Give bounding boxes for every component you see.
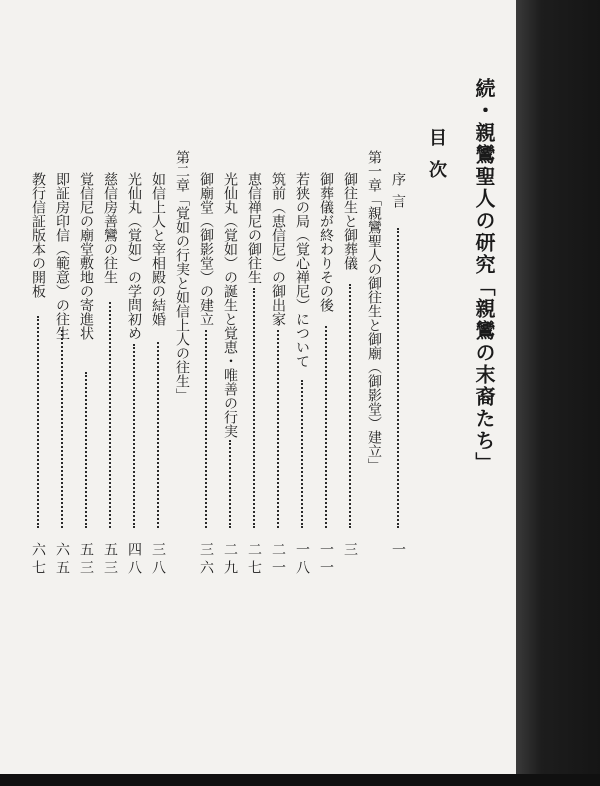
leader-dots — [133, 344, 139, 528]
toc-entry-preface: 序言 — [390, 172, 406, 216]
page-number: 五三 — [102, 542, 118, 578]
leader-dots — [61, 330, 67, 528]
leader-dots — [397, 228, 403, 528]
leader-dots — [325, 326, 331, 528]
toc-entry: 御往生と御葬儀 — [342, 172, 358, 270]
toc-heading: 目次 — [426, 128, 447, 192]
page-number: 六七 — [30, 542, 46, 578]
book-gutter-shadow — [516, 0, 600, 786]
toc-entry: 恵信禅尼の御往生 — [246, 172, 262, 284]
book-title: 続・親鸞聖人の研究「親鸞の末裔たち」 — [472, 78, 496, 474]
toc-entry: 即証房印信（範意）の往生 — [54, 172, 70, 340]
toc-entry: 慈信房善鸞の往生 — [102, 172, 118, 284]
page-number: 二九 — [222, 542, 238, 578]
leader-dots — [37, 316, 43, 528]
leader-dots — [205, 330, 211, 528]
page-number: 二七 — [246, 542, 262, 578]
toc-chapter-2: 第二章「覚如の行実と如信上人の往生」 — [174, 150, 190, 402]
page-number: 三 — [342, 542, 358, 560]
toc-entry: 覚信尼の廟堂敷地の寄進状 — [78, 172, 94, 340]
page-number: 五三 — [78, 542, 94, 578]
bottom-shadow — [0, 774, 600, 786]
leader-dots — [85, 372, 91, 528]
page-number: 二一 — [270, 542, 286, 578]
toc-entry: 光仙丸（覚如）の学問初め — [126, 172, 142, 340]
toc-entry: 筑前（恵信尼）の御出家 — [270, 172, 286, 326]
leader-dots — [109, 302, 115, 528]
leader-dots — [253, 288, 259, 528]
page-number: 一一 — [318, 542, 334, 578]
leader-dots — [349, 284, 355, 528]
page-number: 三八 — [150, 542, 166, 578]
toc-chapter-1: 第一章「親鸞聖人の御往生と御廟（御影堂）建立」 — [366, 150, 382, 472]
toc-entry: 御廟堂（御影堂）の建立 — [198, 172, 214, 326]
leader-dots — [277, 330, 283, 528]
toc-entry: 若狭の局（覚心禅尼）について — [294, 172, 310, 368]
page-number: 一八 — [294, 542, 310, 578]
toc-entry: 教行信証版本の開板 — [30, 172, 46, 298]
toc-entry: 御葬儀が終わりその後 — [318, 172, 334, 312]
page-number: 六五 — [54, 542, 70, 578]
page-number: 三六 — [198, 542, 214, 578]
toc-entry: 光仙丸（覚如）の誕生と覚恵・唯善の行実 — [222, 172, 238, 438]
leader-dots — [157, 342, 163, 528]
page-number: 四八 — [126, 542, 142, 578]
leader-dots — [301, 380, 307, 528]
leader-dots — [229, 440, 235, 528]
page-number: 一 — [390, 542, 406, 560]
toc-entry: 如信上人と宰相殿の結婚 — [150, 172, 166, 326]
